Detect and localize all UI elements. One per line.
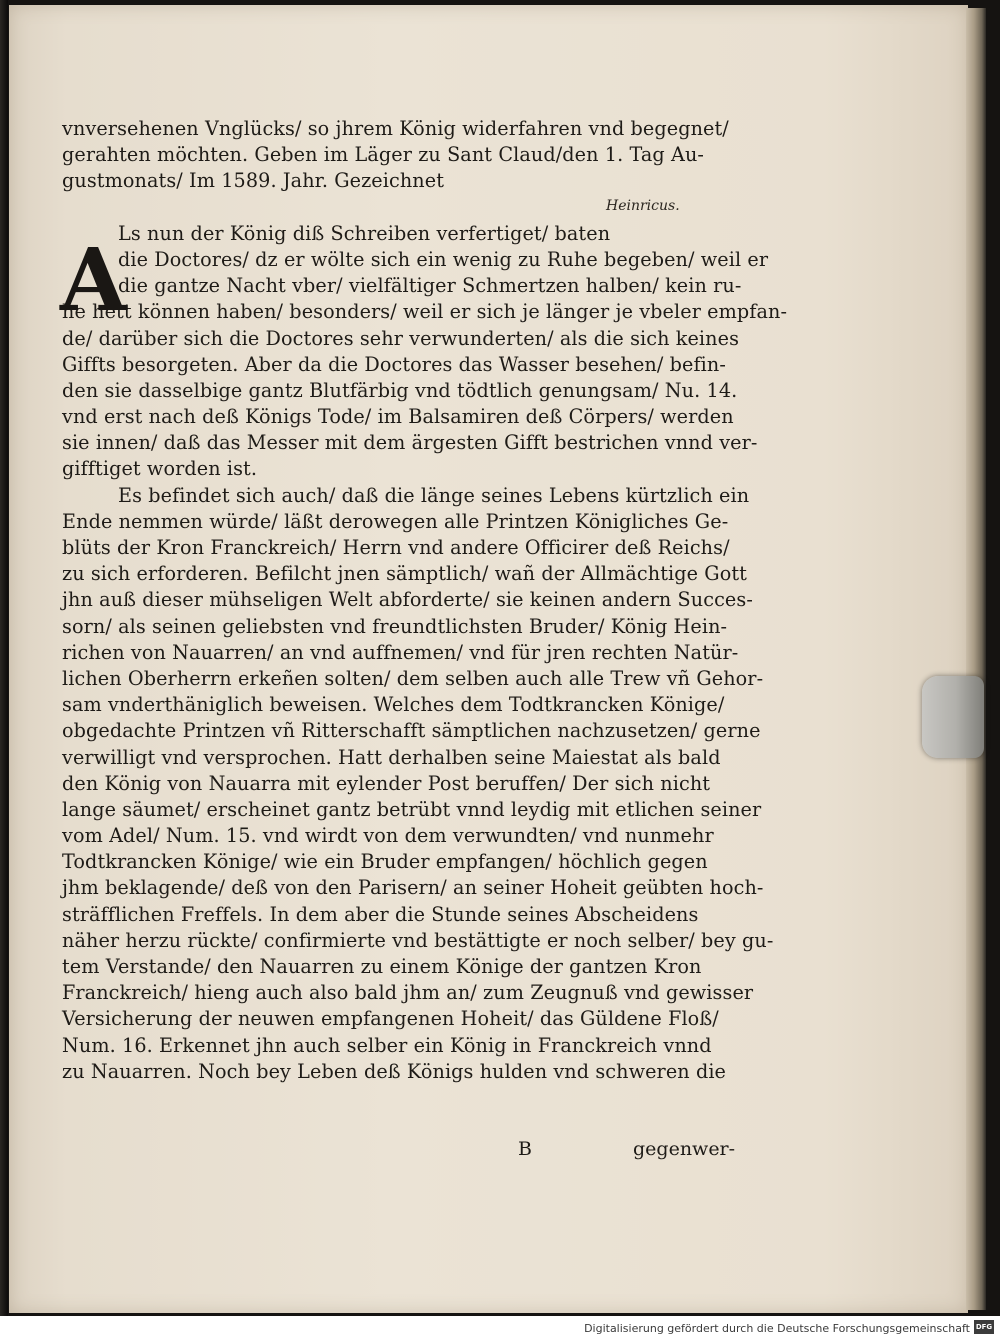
text-line: den sie dasselbige gantz Blutfärbig vnd tödtlich genungsam/ Nu. 14.	[62, 378, 738, 402]
text-line: de/ darüber sich die Doctores sehr verwunderten/ als die sich keines	[62, 326, 740, 350]
signature-heinricus: Heinricus.	[606, 198, 680, 214]
text-line: näher herzu rückte/ confirmierte vnd bestättigte er noch selber/ bey gu-	[62, 928, 774, 952]
text-line: zu sich erforderen. Befilcht jnen sämptlich/ wañ der Allmächtige Gott	[62, 562, 747, 586]
text-line: sträfflichen Freffels. In dem aber die Stunde seines Abscheidens	[62, 902, 699, 926]
text-line: gustmonats/ Im 1589. Jahr. Gezeichnet	[62, 169, 445, 193]
signature-mark: B	[518, 1138, 532, 1160]
text-line: he hett können haben/ besonders/ weil er sich je länger je vbeler empfan-	[62, 300, 788, 324]
page-text	[62, 116, 788, 1085]
text-line: jhm beklagende/ deß von den Parisern/ an seiner Hoheit geübten hoch-	[62, 876, 764, 900]
text-line: den König von Nauarra mit eylender Post beruffen/ Der sich nicht	[62, 771, 711, 795]
text-line: sam vnderthäniglich beweisen. Welches dem Todtkrancken Könige/	[62, 693, 725, 717]
text-line: Giffts besorgeten. Aber da die Doctores das Wasser besehen/ befin-	[62, 352, 726, 376]
text-line: richen von Nauarren/ an vnd auffnemen/ vnd für jren rechten Natür-	[62, 640, 739, 664]
text-line: tem Verstande/ den Nauarren zu einem Könige der gantzen Kron	[62, 955, 702, 978]
text-line: die Doctores/ dz er wölte sich ein wenig zu Ruhe begeben/ weil er	[118, 247, 769, 271]
text-line: vnd erst nach deß Königs Tode/ im Balsamiren deß Cörpers/ werden	[62, 405, 734, 429]
text-line: die gantze Nacht vber/ vielfältiger Schmertzen halben/ kein ru-	[118, 274, 742, 298]
text-line: gerahten möchten. Geben im Läger zu Sant Claud/den 1. Tag Au-	[62, 143, 705, 167]
funding-credit: Digitalisierung gefördert durch die Deutsche Forschungsgemeinschaft	[584, 1322, 970, 1335]
text-line: Es befindet sich auch/ daß die länge seines Lebens kürtzlich ein	[118, 483, 750, 507]
text-line: verwilligt vnd versprochen. Hatt derhalben seine Maiestat als bald	[62, 745, 721, 769]
text-line: sorn/ als seinen geliebsten vnd freundtlichsten Bruder/ König Hein-	[62, 614, 728, 638]
text-line: Ende nemmen würde/ läßt derowegen alle Printzen Königliches Ge-	[62, 509, 729, 533]
text-line: zu Nauarren. Noch bey Leben deß Königs hulden vnd schweren die	[62, 1059, 727, 1083]
drop-initial: A	[60, 230, 127, 331]
text-line: Todtkrancken Könige/ wie ein Bruder empfangen/ höchlich gegen	[62, 850, 708, 874]
text-line: jhn auß dieser mühseligen Welt abforderte/ sie keinen andern Succes-	[62, 588, 753, 612]
text-line: Versicherung der neuwen empfangenen Hoheit/ das Güldene Floß/	[62, 1007, 719, 1031]
page-clip-tab	[922, 676, 984, 758]
text-line: obgedachte Printzen vñ Ritterschafft sämptlichen nachzusetzen/ gerne	[62, 719, 761, 743]
dfg-logo: DFG	[974, 1320, 994, 1334]
text-line: Num. 16. Erkennet jhn auch selber ein König in Franckreich vnnd	[62, 1033, 712, 1057]
text-line: vom Adel/ Num. 15. vnd wirdt von dem verwundten/ vnd nunmehr	[62, 824, 714, 848]
text-line: lichen Oberherrn erkeñen solten/ dem selben auch alle Trew vñ Gehor-	[62, 666, 764, 690]
text-line: lange säumet/ erscheinet gantz betrübt vnnd leydig mit etlichen seiner	[62, 797, 762, 821]
text-line: sie innen/ daß das Messer mit dem ärgesten Gifft bestrichen vnnd ver-	[62, 431, 758, 455]
text-line: gifftiget worden ist.	[62, 457, 258, 481]
catchword: gegenwer-	[633, 1138, 736, 1160]
text-line: blüts der Kron Franckreich/ Herrn vnd andere Officirer deß Reichs/	[62, 536, 730, 559]
book-spine	[0, 0, 8, 1339]
text-line: Franckreich/ hieng auch also bald jhm an/ zum Zeugnuß vnd gewisser	[62, 981, 754, 1005]
page-edge	[966, 8, 986, 1310]
text-line: vnversehenen Vnglücks/ so jhrem König widerfahren vnd begegnet/	[62, 117, 729, 140]
page-footer	[62, 1138, 752, 1164]
text-line: Ls nun der König diß Schreiben verfertiget/ baten	[118, 221, 611, 245]
